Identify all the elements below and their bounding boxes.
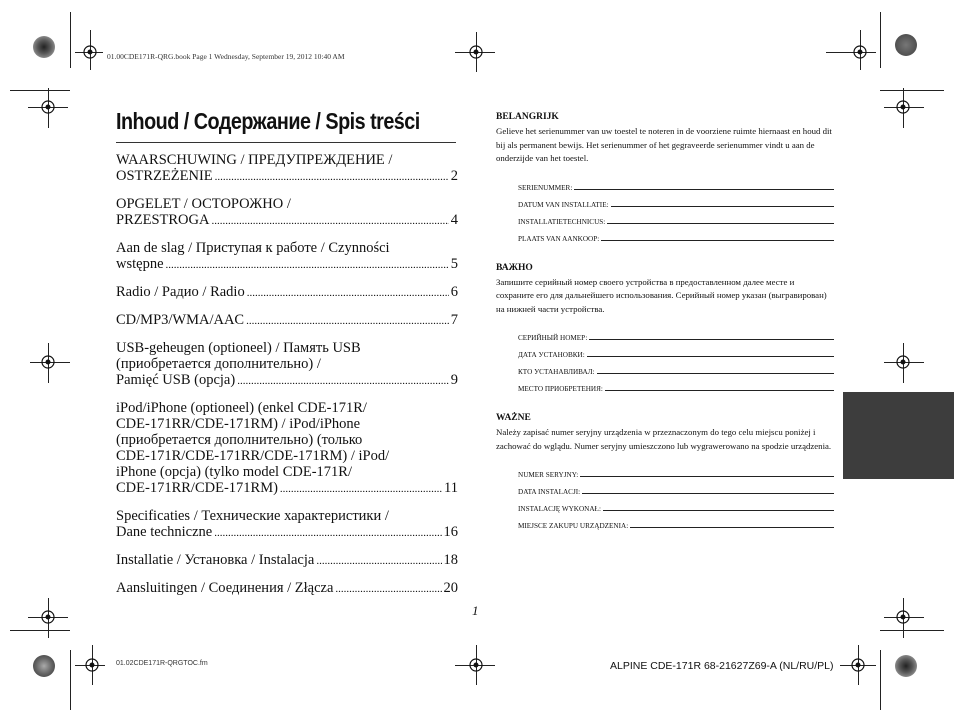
toc-page-number: 7 <box>450 312 458 328</box>
registration-mark-icon <box>82 44 98 60</box>
toc-page-number: 5 <box>450 256 458 272</box>
installation-date-field[interactable]: DATA INSTALACJI: <box>518 479 834 496</box>
footer-model-code: ALPINE CDE-171R 68-21627Z69-A (NL/RU/PL) <box>610 660 834 672</box>
purchase-place-field[interactable]: МЕСТО ПРИОБРЕТЕНИЯ: <box>518 376 834 393</box>
section-text: Gelieve het serienummer van uw toestel te noteren in de voorziene ruimte hiernaast en houd dit bij als permanent bewijs. Het serienummer of het gegraveerde serienummer vindt u aan de onderzijde van het toestel. <box>496 126 832 163</box>
section-text: Należy zapisać numer seryjny urządzenia w przeznaczonym do tego celu miejscu poniżej i zachować do wglądu. Numer seryjny umieszczono lub wygrawerowano na spodzie urządzenia. <box>496 427 832 451</box>
toc-entry-cd[interactable]: CD/MP3/WMA/AAC ..... 7 <box>116 312 458 329</box>
toc-entry-specifications[interactable]: Specificaties / Технические характеристики / Dane techniczne ..... 16 <box>116 508 458 541</box>
registration-mark-icon <box>850 657 866 673</box>
toc-divider <box>116 142 456 143</box>
purchase-place-field[interactable]: MIEJSCE ZAKUPU URZĄDZENIA: <box>518 513 834 530</box>
registration-mark-icon <box>40 609 56 625</box>
toc-entry-ipod[interactable]: iPod/iPhone (optioneel) (enkel CDE-171R/ CDE-171RR/CDE-171RM) / iPod/iPhone (приобретается дополнительно) (только CDE-171R/CDE-171RR/CDE-171RM) / iPod/ iPhone (opcja) (tylko model CDE-171R/ CDE-171RR/CDE-171RM) ..... 11 <box>116 400 458 497</box>
toc-list <box>116 152 458 608</box>
installation-date-field[interactable]: ДАТА УСТАНОВКИ: <box>518 342 834 359</box>
registration-mark-icon <box>468 657 484 673</box>
installer-field[interactable]: INSTALACJĘ WYKONAŁ: <box>518 496 834 513</box>
toc-page-number: 2 <box>450 168 458 184</box>
footer-file-name: 01.02CDE171R-QRGTOC.fm <box>116 660 208 667</box>
page-number: 1 <box>472 603 479 618</box>
section-title: ВАЖНО <box>496 262 533 273</box>
toc-entry-installation[interactable]: Installatie / Установка / Instalacja ..... 18 <box>116 552 458 569</box>
toc-page-number: 6 <box>450 284 458 300</box>
toc-entry-caution[interactable]: OPGELET / ОСТОРОЖНО / PRZESTROGA ..... 4 <box>116 196 458 229</box>
toc-entry-usb[interactable]: USB-geheugen (optioneel) / Память USB (приобретается дополнительно) / Pamięć USB (opcja) ..... 9 <box>116 340 458 389</box>
section-polish <box>496 413 834 530</box>
registration-mark-icon <box>40 99 56 115</box>
book-file-info: 01.00CDE171R-QRG.book Page 1 Wednesday, September 19, 2012 10:40 AM <box>107 52 345 61</box>
registration-mark-icon <box>895 354 911 370</box>
toc-entry-connections[interactable]: Aansluitingen / Соединения / Złącza ..... 20 <box>116 580 458 597</box>
record-fields <box>518 325 834 393</box>
record-fields <box>518 462 834 530</box>
registration-mark-icon <box>468 44 484 60</box>
installation-date-field[interactable]: DATUM VAN INSTALLATIE: <box>518 192 834 209</box>
toc-page-number: 18 <box>443 552 458 568</box>
section-dutch <box>496 112 834 243</box>
toc-page-number: 16 <box>443 524 458 540</box>
toc-title: Inhoud / Содержание / Spis treści <box>116 108 420 134</box>
registration-mark-icon <box>895 609 911 625</box>
section-russian <box>496 263 834 394</box>
toc-page-number: 11 <box>444 480 458 496</box>
serial-number-field[interactable]: СЕРИЙНЫЙ НОМЕР: <box>518 325 834 342</box>
installer-field[interactable]: КТО УСТАНАВЛИВАЛ: <box>518 359 834 376</box>
registration-mark-icon <box>852 44 868 60</box>
density-disc-icon <box>895 34 917 56</box>
density-disc-icon <box>33 36 55 58</box>
registration-mark-icon <box>895 99 911 115</box>
serial-number-field[interactable]: NUMER SERYJNY: <box>518 462 834 479</box>
section-title: BELANGRIJK <box>496 112 559 122</box>
serial-number-sections <box>496 112 834 530</box>
registration-mark-icon <box>84 657 100 673</box>
serial-number-field[interactable]: SERIENUMMER: <box>518 175 834 192</box>
toc-page-number: 20 <box>443 580 458 596</box>
registration-mark-icon <box>40 354 56 370</box>
section-title: WAŻNE <box>496 413 531 423</box>
toc-page-number: 9 <box>450 372 458 388</box>
installer-field[interactable]: INSTALLATIETECHNICUS: <box>518 209 834 226</box>
toc-entry-warning[interactable]: WAARSCHUWING / ПРЕДУПРЕЖДЕНИЕ / OSTRZEŻENIE ..... 2 <box>116 152 458 185</box>
density-disc-icon <box>895 655 917 677</box>
record-fields <box>518 175 834 243</box>
section-text: Запишите серийный номер своего устройства в предоставленном далее месте и сохраните его для дальнейшего использования. Серийный номер указан (выгравирован) на нижней части устройства. <box>496 276 827 314</box>
toc-entry-getting-started[interactable]: Aan de slag / Приступая к работе / Czynności wstępne ..... 5 <box>116 240 458 273</box>
purchase-place-field[interactable]: PLAATS VAN AANKOOP: <box>518 226 834 243</box>
density-disc-icon <box>33 655 55 677</box>
toc-page-number: 4 <box>450 212 458 228</box>
language-tab <box>843 392 954 479</box>
toc-entry-radio[interactable]: Radio / Радио / Radio ..... 6 <box>116 284 458 301</box>
